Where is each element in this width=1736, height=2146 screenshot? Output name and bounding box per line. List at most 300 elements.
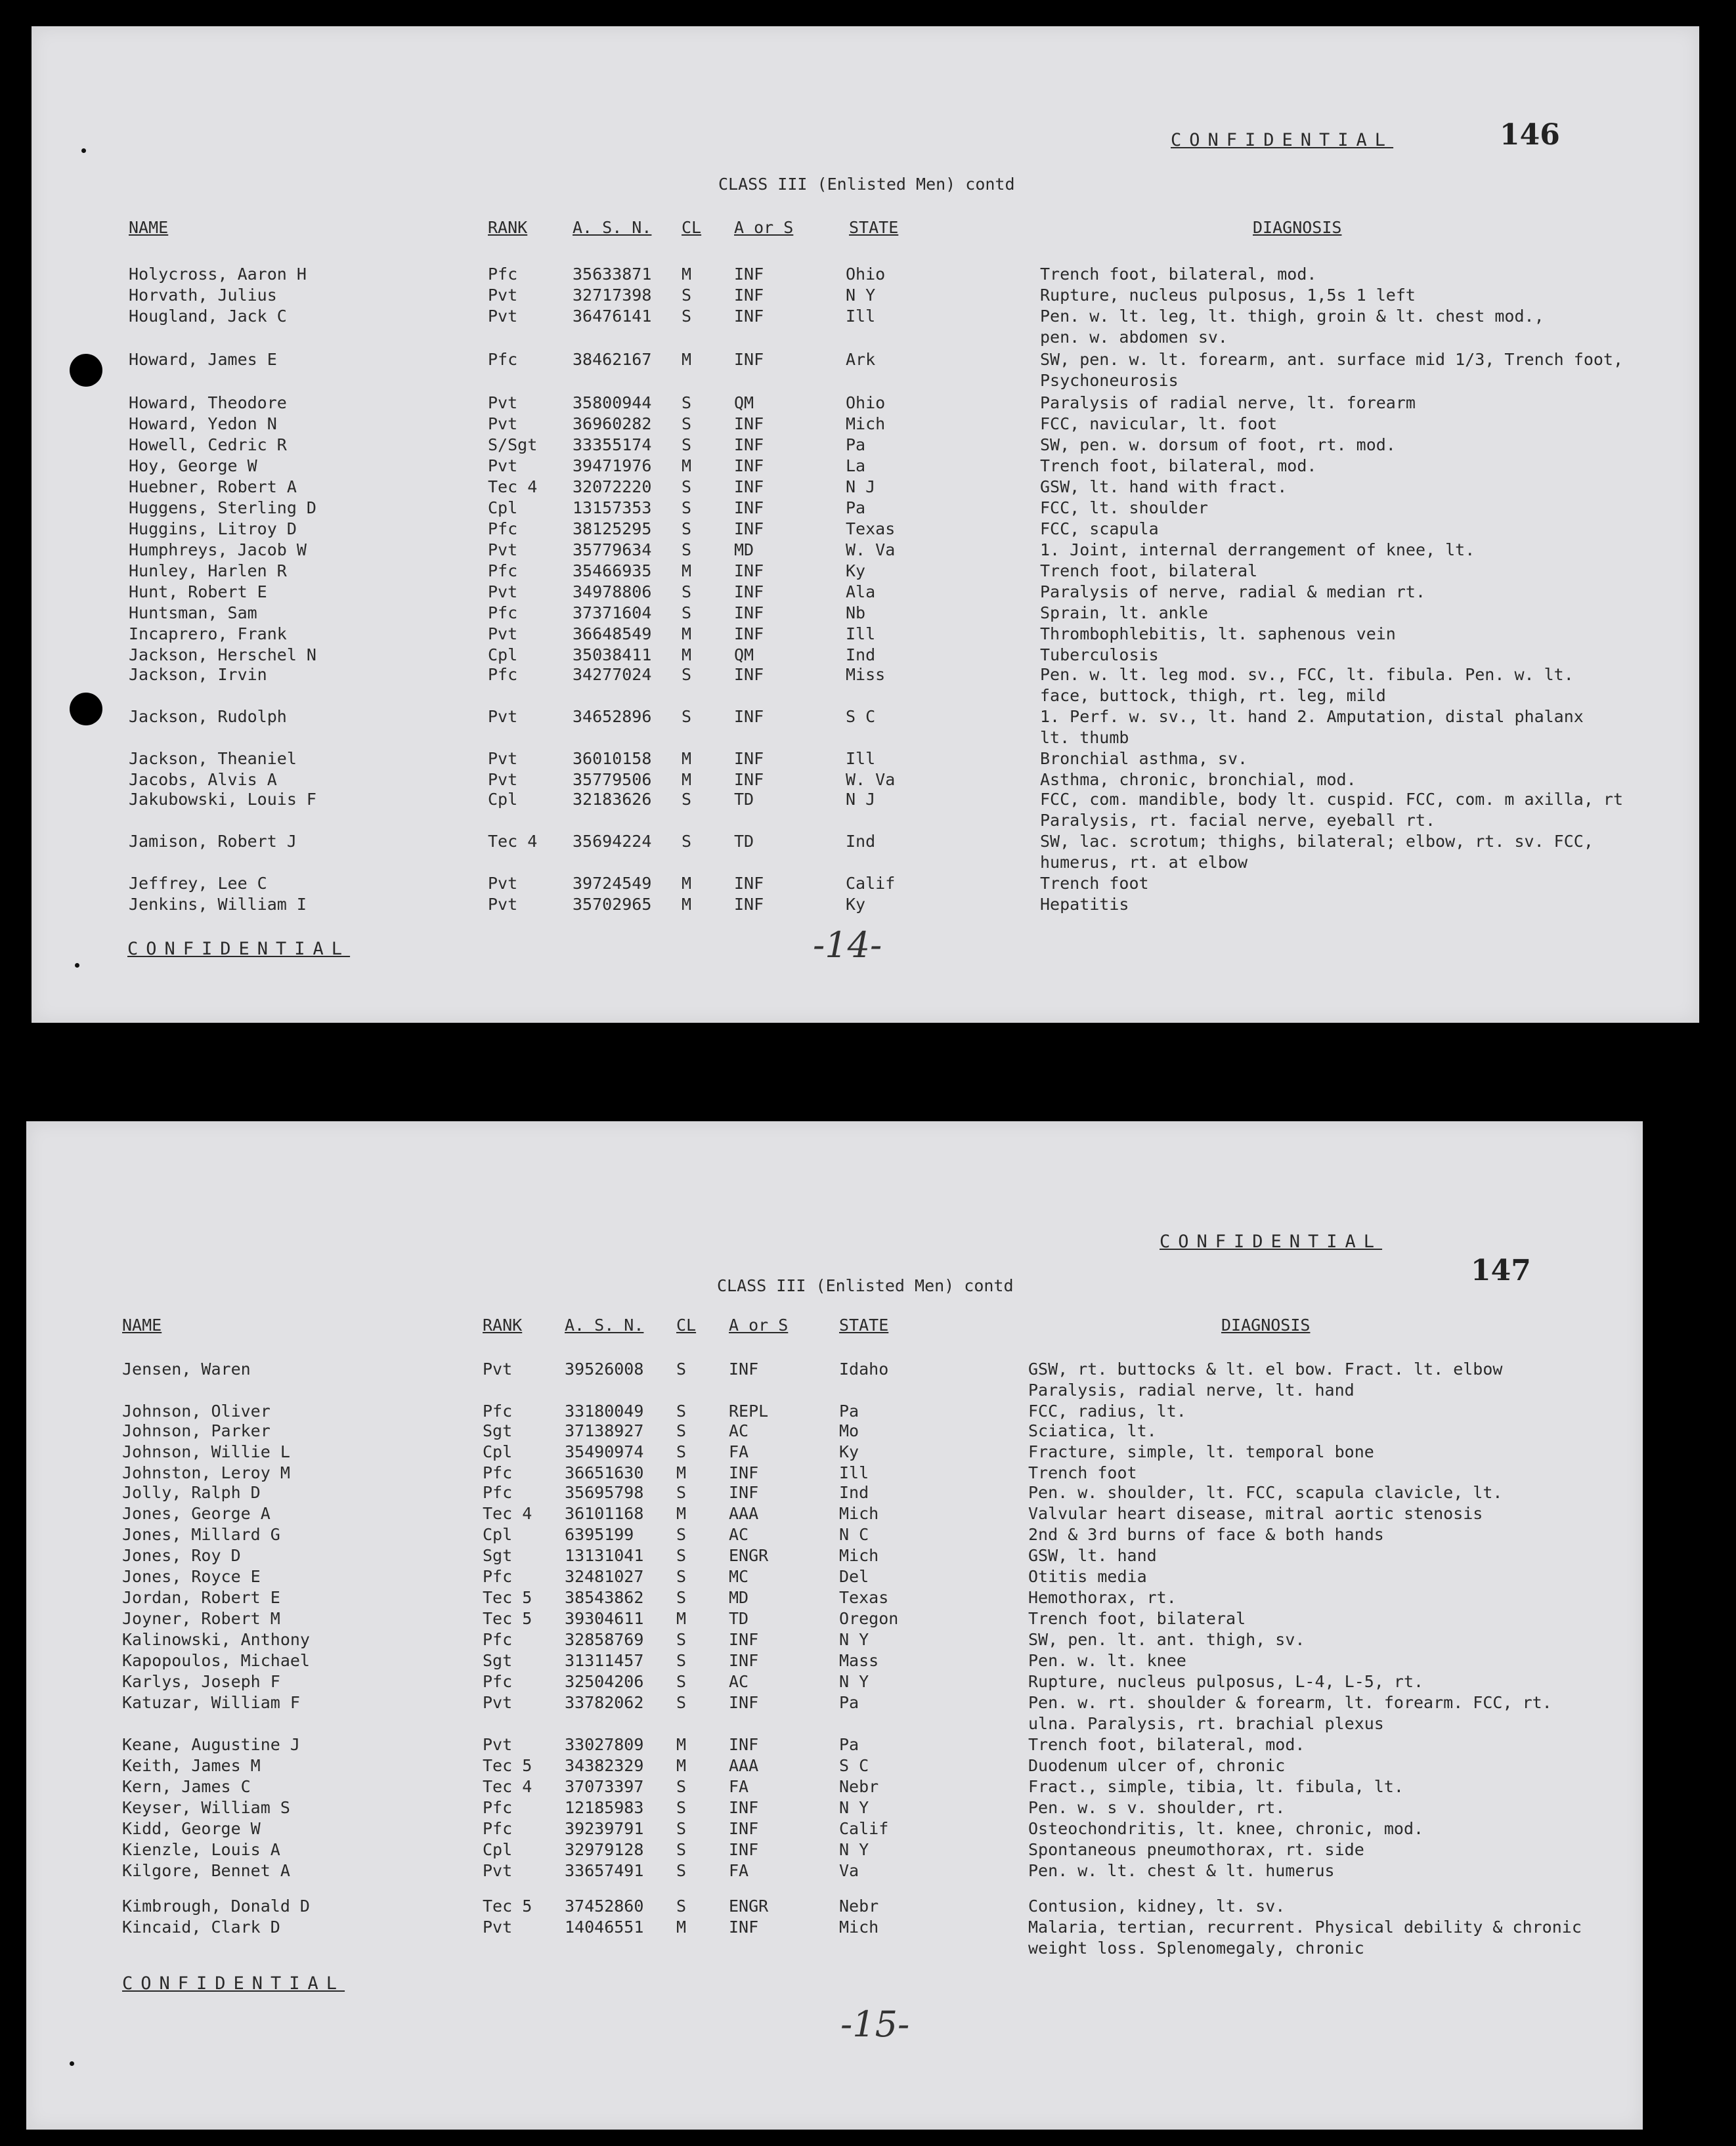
cell-asn: 38462167	[573, 350, 652, 369]
cell-state: Ala	[846, 582, 876, 601]
cell-asn: 33657491	[565, 1861, 644, 1880]
cell-cl: M	[682, 624, 692, 643]
table-row	[32, 414, 1699, 435]
cell-rank: Pvt	[483, 1918, 513, 1937]
cell-state: Pa	[846, 435, 866, 454]
cell-rank: Pfc	[483, 1567, 513, 1586]
cell-state: Ind	[839, 1483, 869, 1502]
cell-state: Ind	[846, 645, 876, 664]
cell-diagnosis: Osteochondritis, lt. knee, chronic, mod.	[1028, 1819, 1424, 1838]
cell-name: Jakubowski, Louis F	[129, 790, 316, 809]
cell-diagnosis: Hepatitis	[1040, 895, 1129, 914]
cell-as: INF	[734, 414, 764, 433]
cell-name: Karlys, Joseph F	[122, 1672, 280, 1691]
cell-as: QM	[734, 393, 754, 412]
cell-cl: M	[682, 456, 692, 475]
cell-as: INF	[734, 456, 764, 475]
cell-rank: Pvt	[488, 770, 518, 789]
cell-rank: Cpl	[488, 498, 518, 517]
cell-rank: Pvt	[488, 393, 518, 412]
cell-cl: S	[682, 665, 692, 684]
cell-rank: Pvt	[483, 1735, 513, 1754]
cell-asn: 36651630	[565, 1463, 644, 1482]
cell-name: Huntsman, Sam	[129, 603, 257, 622]
table-row	[32, 285, 1699, 306]
cell-as: INF	[729, 1463, 759, 1482]
cell-asn: 39526008	[565, 1360, 644, 1379]
table-row	[32, 498, 1699, 519]
table-row	[32, 831, 1699, 872]
cell-rank: Cpl	[488, 790, 518, 809]
cell-rank: Pfc	[483, 1630, 513, 1649]
cell-diagnosis: Trench foot	[1028, 1463, 1137, 1482]
cell-asn: 36476141	[573, 307, 652, 326]
cell-cl: S	[682, 414, 692, 433]
cell-state: Ark	[846, 350, 876, 369]
cell-diagnosis: Psychoneurosis	[1040, 371, 1179, 390]
cell-asn: 33355174	[573, 435, 652, 454]
cell-state: Ohio	[846, 265, 886, 284]
cell-as: ENGR	[729, 1546, 769, 1565]
cell-diagnosis: Paralysis, rt. facial nerve, eyeball rt.	[1040, 811, 1436, 830]
table-row	[32, 603, 1699, 624]
cell-as: MD	[729, 1588, 749, 1607]
cell-name: Huggens, Sterling D	[129, 498, 316, 517]
cell-as: INF	[729, 1918, 759, 1937]
cell-diagnosis: Spontaneous pneumothorax, rt. side	[1028, 1840, 1364, 1859]
class-header: CLASS III (Enlisted Men) contd	[717, 1276, 1014, 1295]
table-row	[32, 264, 1699, 285]
cell-rank: Cpl	[488, 645, 518, 664]
cell-rank: Sgt	[483, 1546, 513, 1565]
cell-cl: S	[682, 582, 692, 601]
cell-cl: S	[682, 832, 692, 851]
cell-state: Oregon	[839, 1609, 899, 1628]
cell-as: INF	[734, 665, 764, 684]
cell-as: INF	[734, 307, 764, 326]
cell-diagnosis: Trench foot	[1040, 874, 1149, 893]
cell-diagnosis: Paralysis of nerve, radial & median rt.	[1040, 582, 1425, 601]
table-row	[26, 1650, 1643, 1671]
cell-state: Texas	[839, 1588, 889, 1607]
cell-asn: 39471976	[573, 456, 652, 475]
cell-rank: Sgt	[483, 1421, 513, 1440]
cell-asn: 35695798	[565, 1483, 644, 1502]
cell-state: Ohio	[846, 393, 886, 412]
cell-as: INF	[734, 561, 764, 580]
cell-diagnosis: GSW, lt. hand	[1028, 1546, 1157, 1565]
table-row	[32, 624, 1699, 645]
cell-as: INF	[734, 350, 764, 369]
table-row	[26, 1524, 1643, 1545]
cell-rank: Pvt	[488, 624, 518, 643]
cell-cl: M	[682, 265, 692, 284]
cell-name: Incaprero, Frank	[129, 624, 287, 643]
table-row	[32, 561, 1699, 582]
cell-diagnosis: Pen. w. shoulder, lt. FCC, scapula clavicle, lt.	[1028, 1483, 1503, 1502]
cell-asn: 35694224	[573, 832, 652, 851]
cell-as: INF	[734, 603, 764, 622]
cell-rank: Tec 5	[483, 1756, 532, 1775]
cell-diagnosis: 2nd & 3rd burns of face & both hands	[1028, 1525, 1384, 1544]
cell-diagnosis: ulna. Paralysis, rt. brachial plexus	[1028, 1714, 1384, 1733]
cell-cl: S	[676, 1672, 687, 1691]
cell-diagnosis: GSW, rt. buttocks & lt. el bow. Fract. lt. elbow	[1028, 1360, 1503, 1379]
cell-asn: 12185983	[565, 1798, 644, 1817]
column-header: CL	[676, 1316, 697, 1335]
cell-diagnosis: Trench foot, bilateral, mod.	[1040, 456, 1317, 475]
table-row	[32, 873, 1699, 894]
cell-name: Keyser, William S	[122, 1798, 290, 1817]
cell-diagnosis: pen. w. abdomen sv.	[1040, 328, 1228, 347]
cell-name: Johnson, Willie L	[122, 1442, 290, 1461]
cell-diagnosis: Rupture, nucleus pulposus, L-4, L-5, rt.	[1028, 1672, 1424, 1691]
table-row	[32, 435, 1699, 456]
cell-name: Kienzle, Louis A	[122, 1840, 280, 1859]
cell-name: Keith, James M	[122, 1756, 261, 1775]
table-row	[26, 1503, 1643, 1524]
cell-as: REPL	[729, 1402, 769, 1421]
cell-name: Howard, Yedon N	[129, 414, 277, 433]
cell-state: Ky	[839, 1442, 859, 1461]
cell-diagnosis: Pen. w. lt. chest & lt. humerus	[1028, 1861, 1335, 1880]
cell-as: AC	[729, 1421, 749, 1440]
cell-cl: M	[682, 645, 692, 664]
cell-as: MD	[734, 540, 754, 559]
table-row	[32, 789, 1699, 830]
cell-cl: S	[682, 286, 692, 305]
cell-cl: S	[682, 477, 692, 496]
cell-name: Huggins, Litroy D	[129, 519, 297, 538]
cell-name: Hunley, Harlen R	[129, 561, 287, 580]
cell-rank: Cpl	[483, 1840, 513, 1859]
cell-asn: 36101168	[565, 1504, 644, 1523]
cell-name: Jones, Millard G	[122, 1525, 280, 1544]
cell-cl: S	[676, 1483, 687, 1502]
table-row	[32, 706, 1699, 747]
cell-state: La	[846, 456, 866, 475]
column-header: A. S. N.	[573, 218, 652, 237]
confidential-footer: CONFIDENTIAL	[127, 939, 351, 959]
cell-as: INF	[729, 1840, 759, 1859]
cell-cl: S	[676, 1897, 687, 1916]
cell-asn: 35800944	[573, 393, 652, 412]
cell-rank: Pvt	[483, 1861, 513, 1880]
cell-as: INF	[734, 265, 764, 284]
cell-cl: M	[682, 895, 692, 914]
cell-name: Jensen, Waren	[122, 1360, 251, 1379]
cell-diagnosis: humerus, rt. at elbow	[1040, 853, 1248, 872]
cell-diagnosis: SW, pen. w. dorsum of foot, rt. mod.	[1040, 435, 1396, 454]
cell-diagnosis: SW, pen. w. lt. forearm, ant. surface mid 1/3, Trench foot,	[1040, 350, 1624, 369]
cell-state: N Y	[846, 286, 876, 305]
cell-name: Huebner, Robert A	[129, 477, 297, 496]
cell-name: Holycross, Aaron H	[129, 265, 307, 284]
cell-rank: Pfc	[488, 665, 518, 684]
cell-rank: Pfc	[488, 265, 518, 284]
cell-state: Calif	[846, 874, 896, 893]
cell-as: AC	[729, 1672, 749, 1691]
cell-asn: 33782062	[565, 1693, 644, 1712]
table-row	[32, 349, 1699, 390]
table-row	[32, 645, 1699, 666]
cell-name: Jones, Royce E	[122, 1567, 261, 1586]
cell-as: INF	[734, 749, 764, 768]
cell-cl: S	[676, 1421, 687, 1440]
table-row	[26, 1671, 1643, 1692]
cell-name: Hoy, George W	[129, 456, 257, 475]
cell-as: ENGR	[729, 1897, 769, 1916]
cell-cl: S	[676, 1777, 687, 1796]
cell-as: FA	[729, 1442, 749, 1461]
cell-asn: 32717398	[573, 286, 652, 305]
cell-as: INF	[729, 1735, 759, 1754]
cell-name: Jamison, Robert J	[129, 832, 297, 851]
cell-state: Del	[839, 1567, 869, 1586]
cell-as: INF	[729, 1798, 759, 1817]
table-row	[26, 1860, 1643, 1881]
cell-cl: S	[682, 393, 692, 412]
table-row	[26, 1442, 1643, 1463]
cell-rank: Cpl	[483, 1442, 513, 1461]
cell-cl: M	[676, 1463, 687, 1482]
cell-name: Kapopoulos, Michael	[122, 1651, 310, 1670]
cell-state: Ky	[846, 895, 866, 914]
column-header: A or S	[729, 1316, 789, 1335]
cell-name: Johnson, Parker	[122, 1421, 271, 1440]
cell-rank: Tec 4	[488, 832, 538, 851]
cell-state: Ill	[839, 1463, 869, 1482]
cell-rank: Tec 4	[483, 1777, 532, 1796]
cell-asn: 37138927	[565, 1421, 644, 1440]
cell-asn: 32504206	[565, 1672, 644, 1691]
cell-diagnosis: Otitis media	[1028, 1567, 1147, 1586]
table-row	[26, 1896, 1643, 1917]
cell-as: INF	[729, 1630, 759, 1649]
speck	[70, 2061, 74, 2066]
cell-asn: 38543862	[565, 1588, 644, 1607]
cell-cl: M	[682, 749, 692, 768]
cell-asn: 35702965	[573, 895, 652, 914]
cell-name: Kincaid, Clark D	[122, 1918, 280, 1937]
cell-as: INF	[734, 498, 764, 517]
table-row	[26, 1566, 1643, 1587]
cell-cl: S	[676, 1840, 687, 1859]
table-row	[26, 1839, 1643, 1860]
cell-diagnosis: Contusion, kidney, lt. sv.	[1028, 1897, 1286, 1916]
column-header: DIAGNOSIS	[1253, 218, 1342, 237]
cell-name: Jackson, Herschel N	[129, 645, 316, 664]
cell-asn: 38125295	[573, 519, 652, 538]
cell-diagnosis: FCC, radius, lt.	[1028, 1402, 1186, 1421]
cell-asn: 32481027	[565, 1567, 644, 1586]
cell-state: S C	[846, 707, 876, 726]
cell-name: Howard, Theodore	[129, 393, 287, 412]
table-row	[32, 393, 1699, 414]
punch-hole	[70, 693, 102, 725]
cell-state: Mich	[839, 1504, 879, 1523]
handwritten-page-number: -14-	[813, 924, 882, 966]
cell-rank: Cpl	[483, 1525, 513, 1544]
cell-rank: Tec 5	[483, 1588, 532, 1607]
cell-state: Idaho	[839, 1360, 889, 1379]
cell-as: AC	[729, 1525, 749, 1544]
cell-cl: M	[676, 1756, 687, 1775]
cell-state: Texas	[846, 519, 896, 538]
column-header: NAME	[129, 218, 169, 237]
cell-rank: Pvt	[488, 456, 518, 475]
cell-rank: Pfc	[483, 1819, 513, 1838]
column-header: NAME	[122, 1316, 162, 1335]
cell-asn: 32183626	[573, 790, 652, 809]
cell-asn: 34277024	[573, 665, 652, 684]
column-header: A. S. N.	[565, 1316, 644, 1335]
cell-asn: 32072220	[573, 477, 652, 496]
table-row	[26, 1587, 1643, 1608]
cell-diagnosis: Trench foot, bilateral, mod.	[1040, 265, 1317, 284]
cell-as: INF	[729, 1819, 759, 1838]
cell-asn: 37371604	[573, 603, 652, 622]
column-header: STATE	[849, 218, 899, 237]
cell-diagnosis: weight loss. Splenomegaly, chronic	[1028, 1939, 1364, 1958]
table-row	[32, 582, 1699, 603]
cell-cl: S	[676, 1861, 687, 1880]
cell-state: Ill	[846, 307, 876, 326]
table-row	[26, 1776, 1643, 1797]
column-header: STATE	[839, 1316, 889, 1335]
cell-diagnosis: Trench foot, bilateral	[1040, 561, 1258, 580]
cell-name: Jordan, Robert E	[122, 1588, 280, 1607]
cell-name: Hougland, Jack C	[129, 307, 287, 326]
cell-diagnosis: FCC, scapula	[1040, 519, 1159, 538]
cell-state: N Y	[839, 1840, 869, 1859]
cell-as: INF	[734, 624, 764, 643]
cell-state: Nebr	[839, 1897, 879, 1916]
cell-cl: S	[676, 1360, 687, 1379]
table-row	[26, 1482, 1643, 1503]
cell-cl: S	[682, 540, 692, 559]
cell-rank: Pfc	[483, 1672, 513, 1691]
table-row	[26, 1608, 1643, 1629]
table-row	[26, 1359, 1643, 1400]
cell-name: Joyner, Robert M	[122, 1609, 280, 1628]
cell-state: W. Va	[846, 540, 896, 559]
cell-rank: Pvt	[483, 1360, 513, 1379]
cell-name: Jolly, Ralph D	[122, 1483, 261, 1502]
cell-diagnosis: face, buttock, thigh, rt. leg, mild	[1040, 686, 1386, 705]
cell-diagnosis: Hemothorax, rt.	[1028, 1588, 1177, 1607]
cell-diagnosis: Pen. w. s v. shoulder, rt.	[1028, 1798, 1286, 1817]
cell-name: Kilgore, Bennet A	[122, 1861, 290, 1880]
cell-name: Keane, Augustine J	[122, 1735, 300, 1754]
cell-state: N C	[839, 1525, 869, 1544]
table-row	[26, 1629, 1643, 1650]
cell-asn: 35466935	[573, 561, 652, 580]
cell-cl: S	[676, 1546, 687, 1565]
cell-cl: M	[676, 1609, 687, 1628]
cell-diagnosis: Paralysis, radial nerve, lt. hand	[1028, 1381, 1355, 1400]
punch-hole	[70, 354, 102, 387]
cell-as: INF	[734, 286, 764, 305]
cell-state: Nebr	[839, 1777, 879, 1796]
cell-asn: 33027809	[565, 1735, 644, 1754]
cell-rank: Tec 5	[483, 1609, 532, 1628]
cell-as: QM	[734, 645, 754, 664]
cell-cl: M	[682, 770, 692, 789]
cell-name: Jackson, Theaniel	[129, 749, 297, 768]
cell-asn: 34978806	[573, 582, 652, 601]
cell-rank: Sgt	[483, 1651, 513, 1670]
cell-diagnosis: 1. Perf. w. sv., lt. hand 2. Amputation, distal phalanx	[1040, 707, 1584, 726]
cell-as: FA	[729, 1777, 749, 1796]
cell-rank: Pfc	[483, 1483, 513, 1502]
cell-state: N Y	[839, 1672, 869, 1691]
cell-cl: S	[676, 1798, 687, 1817]
cell-diagnosis: 1. Joint, internal derrangement of knee, lt.	[1040, 540, 1475, 559]
cell-name: Horvath, Julius	[129, 286, 277, 305]
page-number: 147	[1471, 1254, 1531, 1287]
cell-state: Pa	[839, 1693, 859, 1712]
cell-diagnosis: lt. thumb	[1040, 728, 1129, 747]
handwritten-page-number: -15-	[840, 2004, 910, 2045]
cell-as: INF	[734, 477, 764, 496]
cell-diagnosis: Sciatica, lt.	[1028, 1421, 1157, 1440]
cell-rank: Pvt	[488, 874, 518, 893]
cell-cl: S	[676, 1651, 687, 1670]
table-row	[26, 1692, 1643, 1733]
cell-diagnosis: Paralysis of radial nerve, lt. forearm	[1040, 393, 1416, 412]
cell-name: Kimbrough, Donald D	[122, 1897, 310, 1916]
cell-name: Jones, George A	[122, 1504, 271, 1523]
table-row	[32, 519, 1699, 540]
cell-asn: 14046551	[565, 1918, 644, 1937]
cell-diagnosis: Valvular heart disease, mitral aortic stenosis	[1028, 1504, 1483, 1523]
cell-asn: 33180049	[565, 1402, 644, 1421]
cell-rank: S/Sgt	[488, 435, 538, 454]
cell-diagnosis: Fract., simple, tibia, lt. fibula, lt.	[1028, 1777, 1404, 1796]
cell-as: INF	[729, 1483, 759, 1502]
cell-cl: S	[676, 1567, 687, 1586]
table-row	[26, 1463, 1643, 1484]
cell-as: INF	[734, 895, 764, 914]
cell-name: Howell, Cedric R	[129, 435, 287, 454]
cell-as: AAA	[729, 1756, 759, 1775]
cell-state: Miss	[846, 665, 886, 684]
column-header: CL	[682, 218, 702, 237]
cell-rank: Tec 4	[488, 477, 538, 496]
table-row	[32, 456, 1699, 477]
table-row	[32, 540, 1699, 561]
cell-diagnosis: FCC, com. mandible, body lt. cuspid. FCC, com. m axilla, rt	[1040, 790, 1624, 809]
table-row	[26, 1401, 1643, 1422]
cell-rank: Pfc	[488, 519, 518, 538]
cell-name: Kern, James C	[122, 1777, 251, 1796]
cell-rank: Pvt	[488, 895, 518, 914]
table-row	[26, 1818, 1643, 1839]
column-header: A or S	[734, 218, 794, 237]
cell-as: TD	[734, 790, 754, 809]
cell-cl: M	[676, 1735, 687, 1754]
table-row	[32, 894, 1699, 915]
cell-diagnosis: Thrombophlebitis, lt. saphenous vein	[1040, 624, 1396, 643]
cell-cl: S	[682, 707, 692, 726]
cell-as: INF	[729, 1360, 759, 1379]
cell-as: INF	[734, 770, 764, 789]
cell-rank: Tec 5	[483, 1897, 532, 1916]
cell-diagnosis: Pen. w. lt. knee	[1028, 1651, 1186, 1670]
cell-diagnosis: Asthma, chronic, bronchial, mod.	[1040, 770, 1356, 789]
cell-cl: M	[682, 561, 692, 580]
